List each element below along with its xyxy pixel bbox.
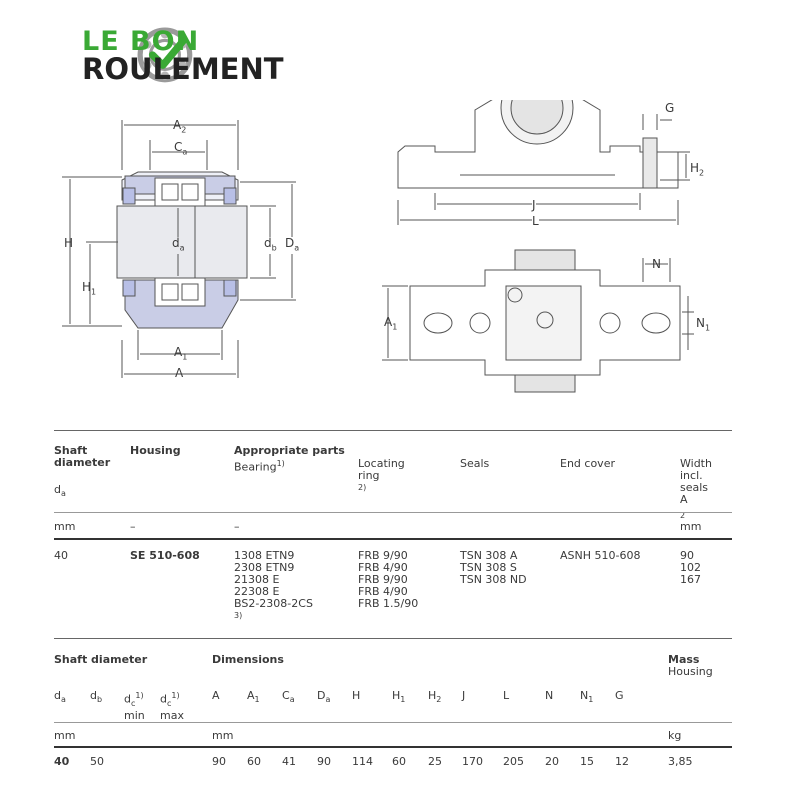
brand-line2: ROULEMENT — [82, 52, 284, 86]
brand-line1: LE BON — [82, 26, 200, 57]
label-db: $d_b$ — [264, 236, 277, 253]
t2-col-symbol: H — [352, 689, 361, 702]
t2-value-cell: 25 — [428, 755, 442, 768]
t2-value-cell: 60 — [247, 755, 261, 768]
t2-data-rule — [54, 746, 732, 748]
t2-unit-mass: kg — [668, 729, 682, 742]
t1-header-housing: Housing — [130, 444, 181, 457]
t1-row-rings: FRB 9/90 FRB 4/90 FRB 9/90 FRB 4/90 FRB 1.5/90 — [358, 549, 419, 610]
t2-value-cell: 20 — [545, 755, 559, 768]
t2-value-cell: 41 — [282, 755, 296, 768]
t2-col-symbol: G — [615, 689, 624, 702]
t2-value-cell: 114 — [352, 755, 373, 768]
t2-col-symbol: $A_1$ — [247, 689, 260, 705]
t1-header-shaft-symbol: $d_a$ — [54, 483, 66, 499]
t1-row-widths: 90 102 167 — [680, 549, 701, 586]
t1-row-seals: TSN 308 A TSN 308 S TSN 308 ND — [460, 549, 527, 586]
t2-col-symbol: $d_b$ — [90, 689, 103, 705]
t2-value-cell: 50 — [90, 755, 104, 768]
label-H1: $H_1$ — [82, 280, 97, 297]
t2-value-cell: 90 — [212, 755, 226, 768]
t2-value-cell: 40 — [54, 755, 70, 768]
t1-header-seals: Seals — [460, 457, 490, 470]
label-A: A — [175, 366, 184, 380]
t1-units-rule — [54, 512, 732, 513]
t2-header-shaft: Shaft diameter — [54, 653, 148, 666]
t2-value-cell: 15 — [580, 755, 594, 768]
t2-value-cell: 12 — [615, 755, 629, 768]
t1-header-locating: Locating ring $^{2)}$ — [358, 457, 405, 492]
t2-col-symbol: $H_2$ — [428, 689, 442, 705]
t2-col-symbol: $H_1$ — [392, 689, 406, 705]
t2-value-cell: 170 — [462, 755, 483, 768]
t2-unit-dims: mm — [212, 729, 234, 742]
label-A1-topview: $A_1$ — [384, 315, 398, 332]
label-Da: $D_a$ — [285, 236, 300, 253]
t1-header-endcover: End cover — [560, 457, 615, 470]
t1-header-bearing: Bearing$^{1)}$ — [234, 459, 285, 474]
t2-col-symbol: $C_a$ — [282, 689, 295, 705]
t2-mass-value: 3,85 — [668, 755, 693, 768]
t2-value-cell: 60 — [392, 755, 406, 768]
t1-unit-shaft: mm — [54, 520, 76, 533]
t1-unit-width: mm — [680, 520, 702, 533]
label-Ca: $C_a$ — [174, 140, 188, 157]
t2-col-symbol: $d_c^{1)}$ max — [160, 691, 184, 722]
label-N: N — [652, 257, 661, 271]
t2-unit-shaft: mm — [54, 729, 76, 742]
label-da: $d_a$ — [172, 236, 185, 253]
t2-col-symbol: L — [503, 689, 510, 702]
t2-value-cell: 90 — [317, 755, 331, 768]
t1-data-rule — [54, 538, 732, 540]
label-G: G — [665, 101, 675, 115]
label-A1: $A_1$ — [174, 345, 188, 362]
label-N1: $N_1$ — [696, 316, 711, 333]
section-view-drawing — [0, 100, 800, 400]
t1-unit-parts: – — [234, 520, 240, 533]
label-H: H — [64, 236, 74, 250]
label-A2: $A_2$ — [173, 118, 187, 135]
t1-row-endcover: ASNH 510-608 — [560, 549, 641, 562]
t2-col-symbol: $N_1$ — [580, 689, 594, 705]
table2-top-rule — [54, 638, 732, 639]
t2-col-symbol: N — [545, 689, 554, 702]
t2-header-dims: Dimensions — [212, 653, 284, 666]
t2-header-mass: Mass Housing — [668, 653, 713, 678]
label-J: J — [532, 198, 536, 212]
t2-col-symbol: A — [212, 689, 220, 702]
label-H2: $H_2$ — [690, 161, 705, 178]
t2-units-rule — [54, 722, 732, 723]
t1-header-parts: Appropriate parts — [234, 444, 345, 457]
t2-col-symbol: $D_a$ — [317, 689, 331, 705]
t1-unit-housing: – — [130, 520, 136, 533]
t2-col-symbol: J — [462, 689, 466, 702]
t2-col-symbol: $d_c^{1)}$ min — [124, 691, 145, 722]
t1-row-housing: SE 510-608 — [130, 549, 200, 562]
t2-col-symbol: $d_a$ — [54, 689, 66, 705]
t1-header-shaft: Shaft diameter — [54, 444, 111, 469]
label-L: L — [532, 214, 539, 228]
t1-header-width: Width incl. seals A $_2$ — [680, 457, 712, 521]
t1-row-bearings: 1308 ETN9 2308 ETN9 21308 E 22308 E BS2-2308-2CS $^{3)}$ — [234, 549, 313, 620]
t2-value-cell: 205 — [503, 755, 524, 768]
table1-top-rule — [54, 430, 732, 431]
t1-row-shaft: 40 — [54, 549, 68, 562]
